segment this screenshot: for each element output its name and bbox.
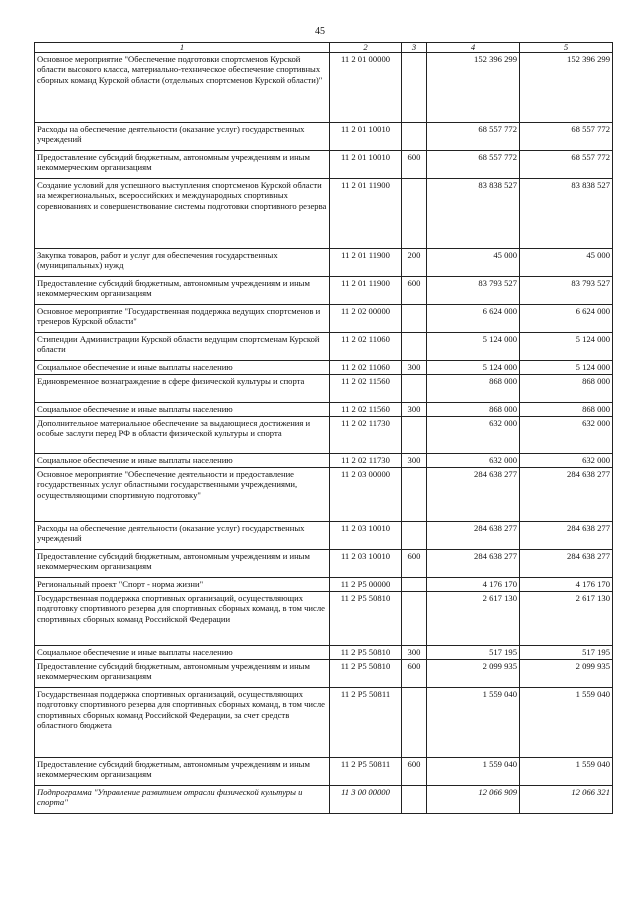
table-row (35, 646, 613, 660)
table-row (35, 333, 613, 361)
row-sum-2: 1 559 040 (520, 758, 613, 786)
row-code: 11 2 02 11730 (330, 454, 402, 468)
row-code: 11 2 02 11560 (330, 403, 402, 417)
header-col-name: 1 (35, 43, 330, 53)
row-code: 11 2 P5 50811 (330, 758, 402, 786)
row-name: Дополнительное материальное обеспечение за выдающиеся достижения и особые заслуги перед РФ в области физической культуры и спорта (35, 417, 330, 454)
table-row (35, 361, 613, 375)
row-name: Государственная поддержка спортивных организаций, осуществляющих подготовку спортивного резерва для спортивных сборных команд, в том числе спортивных сборных команд Российской Федерации (35, 592, 330, 646)
row-sum-1: 83 838 527 (427, 179, 520, 249)
row-code: 11 2 01 10010 (330, 151, 402, 179)
row-expense-type (402, 333, 427, 361)
table-row (35, 151, 613, 179)
row-sum-1: 68 557 772 (427, 123, 520, 151)
row-sum-1: 6 624 000 (427, 305, 520, 333)
row-code: 11 2 03 00000 (330, 468, 402, 522)
row-sum-2: 2 617 130 (520, 592, 613, 646)
row-expense-type: 300 (402, 361, 427, 375)
row-sum-1: 152 396 299 (427, 53, 520, 123)
row-name: Расходы на обеспечение деятельности (оказание услуг) государственных учреждений (35, 123, 330, 151)
row-code: 11 2 03 10010 (330, 522, 402, 550)
row-expense-type: 200 (402, 249, 427, 277)
row-sum-1: 68 557 772 (427, 151, 520, 179)
header-col-code: 2 (330, 43, 402, 53)
row-name: Основное мероприятие "Государственная поддержка ведущих спортсменов и тренеров Курской области" (35, 305, 330, 333)
row-sum-2: 68 557 772 (520, 123, 613, 151)
row-name: Социальное обеспечение и иные выплаты населению (35, 403, 330, 417)
row-name: Единовременное вознаграждение в сфере физической культуры и спорта (35, 375, 330, 403)
row-expense-type (402, 179, 427, 249)
table-row (35, 53, 613, 123)
row-code: 11 2 02 11730 (330, 417, 402, 454)
row-expense-type (402, 522, 427, 550)
table-row (35, 468, 613, 522)
row-code: 11 2 01 11900 (330, 179, 402, 249)
header-row (35, 43, 613, 53)
row-sum-1: 1 559 040 (427, 688, 520, 758)
row-code: 11 2 P5 50810 (330, 646, 402, 660)
row-name: Закупка товаров, работ и услуг для обеспечения государственных (муниципальных) нужд (35, 249, 330, 277)
row-expense-type (402, 688, 427, 758)
row-code: 11 2 P5 50810 (330, 592, 402, 646)
table-row (35, 403, 613, 417)
row-expense-type (402, 578, 427, 592)
table-row (35, 550, 613, 578)
row-code: 11 2 01 11900 (330, 277, 402, 305)
row-code: 11 2 01 11900 (330, 249, 402, 277)
row-expense-type (402, 468, 427, 522)
row-sum-1: 632 000 (427, 454, 520, 468)
row-expense-type (402, 786, 427, 814)
row-expense-type (402, 305, 427, 333)
row-sum-1: 517 195 (427, 646, 520, 660)
row-code: 11 2 P5 00000 (330, 578, 402, 592)
row-sum-1: 5 124 000 (427, 361, 520, 375)
row-name: Предоставление субсидий бюджетным, автономным учреждениям и иным некоммерческим организациям (35, 758, 330, 786)
row-name: Предоставление субсидий бюджетным, автономным учреждениям и иным некоммерческим организациям (35, 660, 330, 688)
row-sum-1: 5 124 000 (427, 333, 520, 361)
table-row (35, 688, 613, 758)
table-row (35, 179, 613, 249)
row-name: Подпрограмма "Управление развитием отрасли физической культуры и спорта" (35, 786, 330, 814)
row-expense-type (402, 375, 427, 403)
row-sum-2: 83 793 527 (520, 277, 613, 305)
table-row (35, 375, 613, 403)
table-row (35, 277, 613, 305)
row-code: 11 2 02 00000 (330, 305, 402, 333)
row-sum-1: 284 638 277 (427, 522, 520, 550)
row-sum-1: 12 066 909 (427, 786, 520, 814)
row-sum-1: 2 617 130 (427, 592, 520, 646)
row-code: 11 2 01 10010 (330, 123, 402, 151)
row-sum-2: 284 638 277 (520, 468, 613, 522)
row-name: Социальное обеспечение и иные выплаты населению (35, 646, 330, 660)
header-col-sum-1: 4 (427, 43, 520, 53)
row-sum-2: 1 559 040 (520, 688, 613, 758)
row-sum-2: 868 000 (520, 375, 613, 403)
row-sum-2: 5 124 000 (520, 333, 613, 361)
row-sum-1: 4 176 170 (427, 578, 520, 592)
page-number: 45 (315, 26, 325, 37)
row-sum-1: 284 638 277 (427, 468, 520, 522)
row-sum-2: 4 176 170 (520, 578, 613, 592)
header-col-vr: 3 (402, 43, 427, 53)
row-name: Предоставление субсидий бюджетным, автономным учреждениям и иным некоммерческим организациям (35, 277, 330, 305)
row-code: 11 3 00 00000 (330, 786, 402, 814)
row-name: Социальное обеспечение и иные выплаты населению (35, 361, 330, 375)
row-code: 11 2 03 10010 (330, 550, 402, 578)
table-row (35, 592, 613, 646)
row-expense-type: 600 (402, 277, 427, 305)
row-expense-type: 600 (402, 550, 427, 578)
row-sum-1: 45 000 (427, 249, 520, 277)
row-sum-2: 152 396 299 (520, 53, 613, 123)
table-row (35, 578, 613, 592)
row-sum-2: 83 838 527 (520, 179, 613, 249)
row-sum-1: 83 793 527 (427, 277, 520, 305)
row-name: Стипендии Администрации Курской области ведущим спортсменам Курской области (35, 333, 330, 361)
row-code: 11 2 P5 50811 (330, 688, 402, 758)
table-row (35, 660, 613, 688)
row-sum-1: 868 000 (427, 375, 520, 403)
row-name: Основное мероприятие "Обеспечение деятельности и предоставление государственных услуг областными государственными учреждениями, осуществляющими спортивную подготовку" (35, 468, 330, 522)
row-sum-2: 68 557 772 (520, 151, 613, 179)
row-code: 11 2 02 11060 (330, 333, 402, 361)
table-row (35, 522, 613, 550)
row-sum-1: 1 559 040 (427, 758, 520, 786)
row-sum-2: 45 000 (520, 249, 613, 277)
row-name: Расходы на обеспечение деятельности (оказание услуг) государственных учреждений (35, 522, 330, 550)
table-row (35, 249, 613, 277)
row-code: 11 2 02 11060 (330, 361, 402, 375)
row-sum-1: 632 000 (427, 417, 520, 454)
row-sum-2: 12 066 321 (520, 786, 613, 814)
row-sum-2: 284 638 277 (520, 522, 613, 550)
row-sum-2: 5 124 000 (520, 361, 613, 375)
row-code: 11 2 P5 50810 (330, 660, 402, 688)
table-row (35, 786, 613, 814)
table-row (35, 305, 613, 333)
row-expense-type: 600 (402, 758, 427, 786)
row-sum-2: 517 195 (520, 646, 613, 660)
row-sum-2: 2 099 935 (520, 660, 613, 688)
row-sum-2: 284 638 277 (520, 550, 613, 578)
row-expense-type: 300 (402, 646, 427, 660)
row-name: Региональный проект "Спорт - норма жизни" (35, 578, 330, 592)
row-name: Предоставление субсидий бюджетным, автономным учреждениям и иным некоммерческим организациям (35, 550, 330, 578)
row-name: Социальное обеспечение и иные выплаты населению (35, 454, 330, 468)
row-expense-type (402, 592, 427, 646)
row-name: Основное мероприятие "Обеспечение подготовки спортсменов Курской области высокого класса, материально-техническое обеспечение спортивных сборных команд Курской области (отдельных спортсменов Курской области)" (35, 53, 330, 123)
row-expense-type (402, 123, 427, 151)
table-row (35, 123, 613, 151)
table-row (35, 454, 613, 468)
row-sum-1: 868 000 (427, 403, 520, 417)
row-name: Государственная поддержка спортивных организаций, осуществляющих подготовку спортивного резерва для спортивных сборных команд, в том числе спортивных сборных команд Российской Федерации, за счет средств областного бюджета (35, 688, 330, 758)
row-expense-type (402, 53, 427, 123)
row-sum-2: 6 624 000 (520, 305, 613, 333)
row-name: Создание условий для успешного выступления спортсменов Курской области на межрегиональных, всероссийских и международных спортивных соревнованиях и совершенствование системы подготовки спортивного резерва (35, 179, 330, 249)
row-expense-type: 300 (402, 403, 427, 417)
row-code: 11 2 01 00000 (330, 53, 402, 123)
row-expense-type: 600 (402, 660, 427, 688)
header-col-sum-2: 5 (520, 43, 613, 53)
budget-table (34, 42, 613, 814)
row-code: 11 2 02 11560 (330, 375, 402, 403)
table-row (35, 417, 613, 454)
row-sum-2: 632 000 (520, 417, 613, 454)
row-sum-1: 2 099 935 (427, 660, 520, 688)
row-sum-2: 868 000 (520, 403, 613, 417)
row-sum-1: 284 638 277 (427, 550, 520, 578)
row-expense-type: 600 (402, 151, 427, 179)
row-name: Предоставление субсидий бюджетным, автономным учреждениям и иным некоммерческим организациям (35, 151, 330, 179)
row-expense-type: 300 (402, 454, 427, 468)
row-sum-2: 632 000 (520, 454, 613, 468)
row-expense-type (402, 417, 427, 454)
table-row (35, 758, 613, 786)
